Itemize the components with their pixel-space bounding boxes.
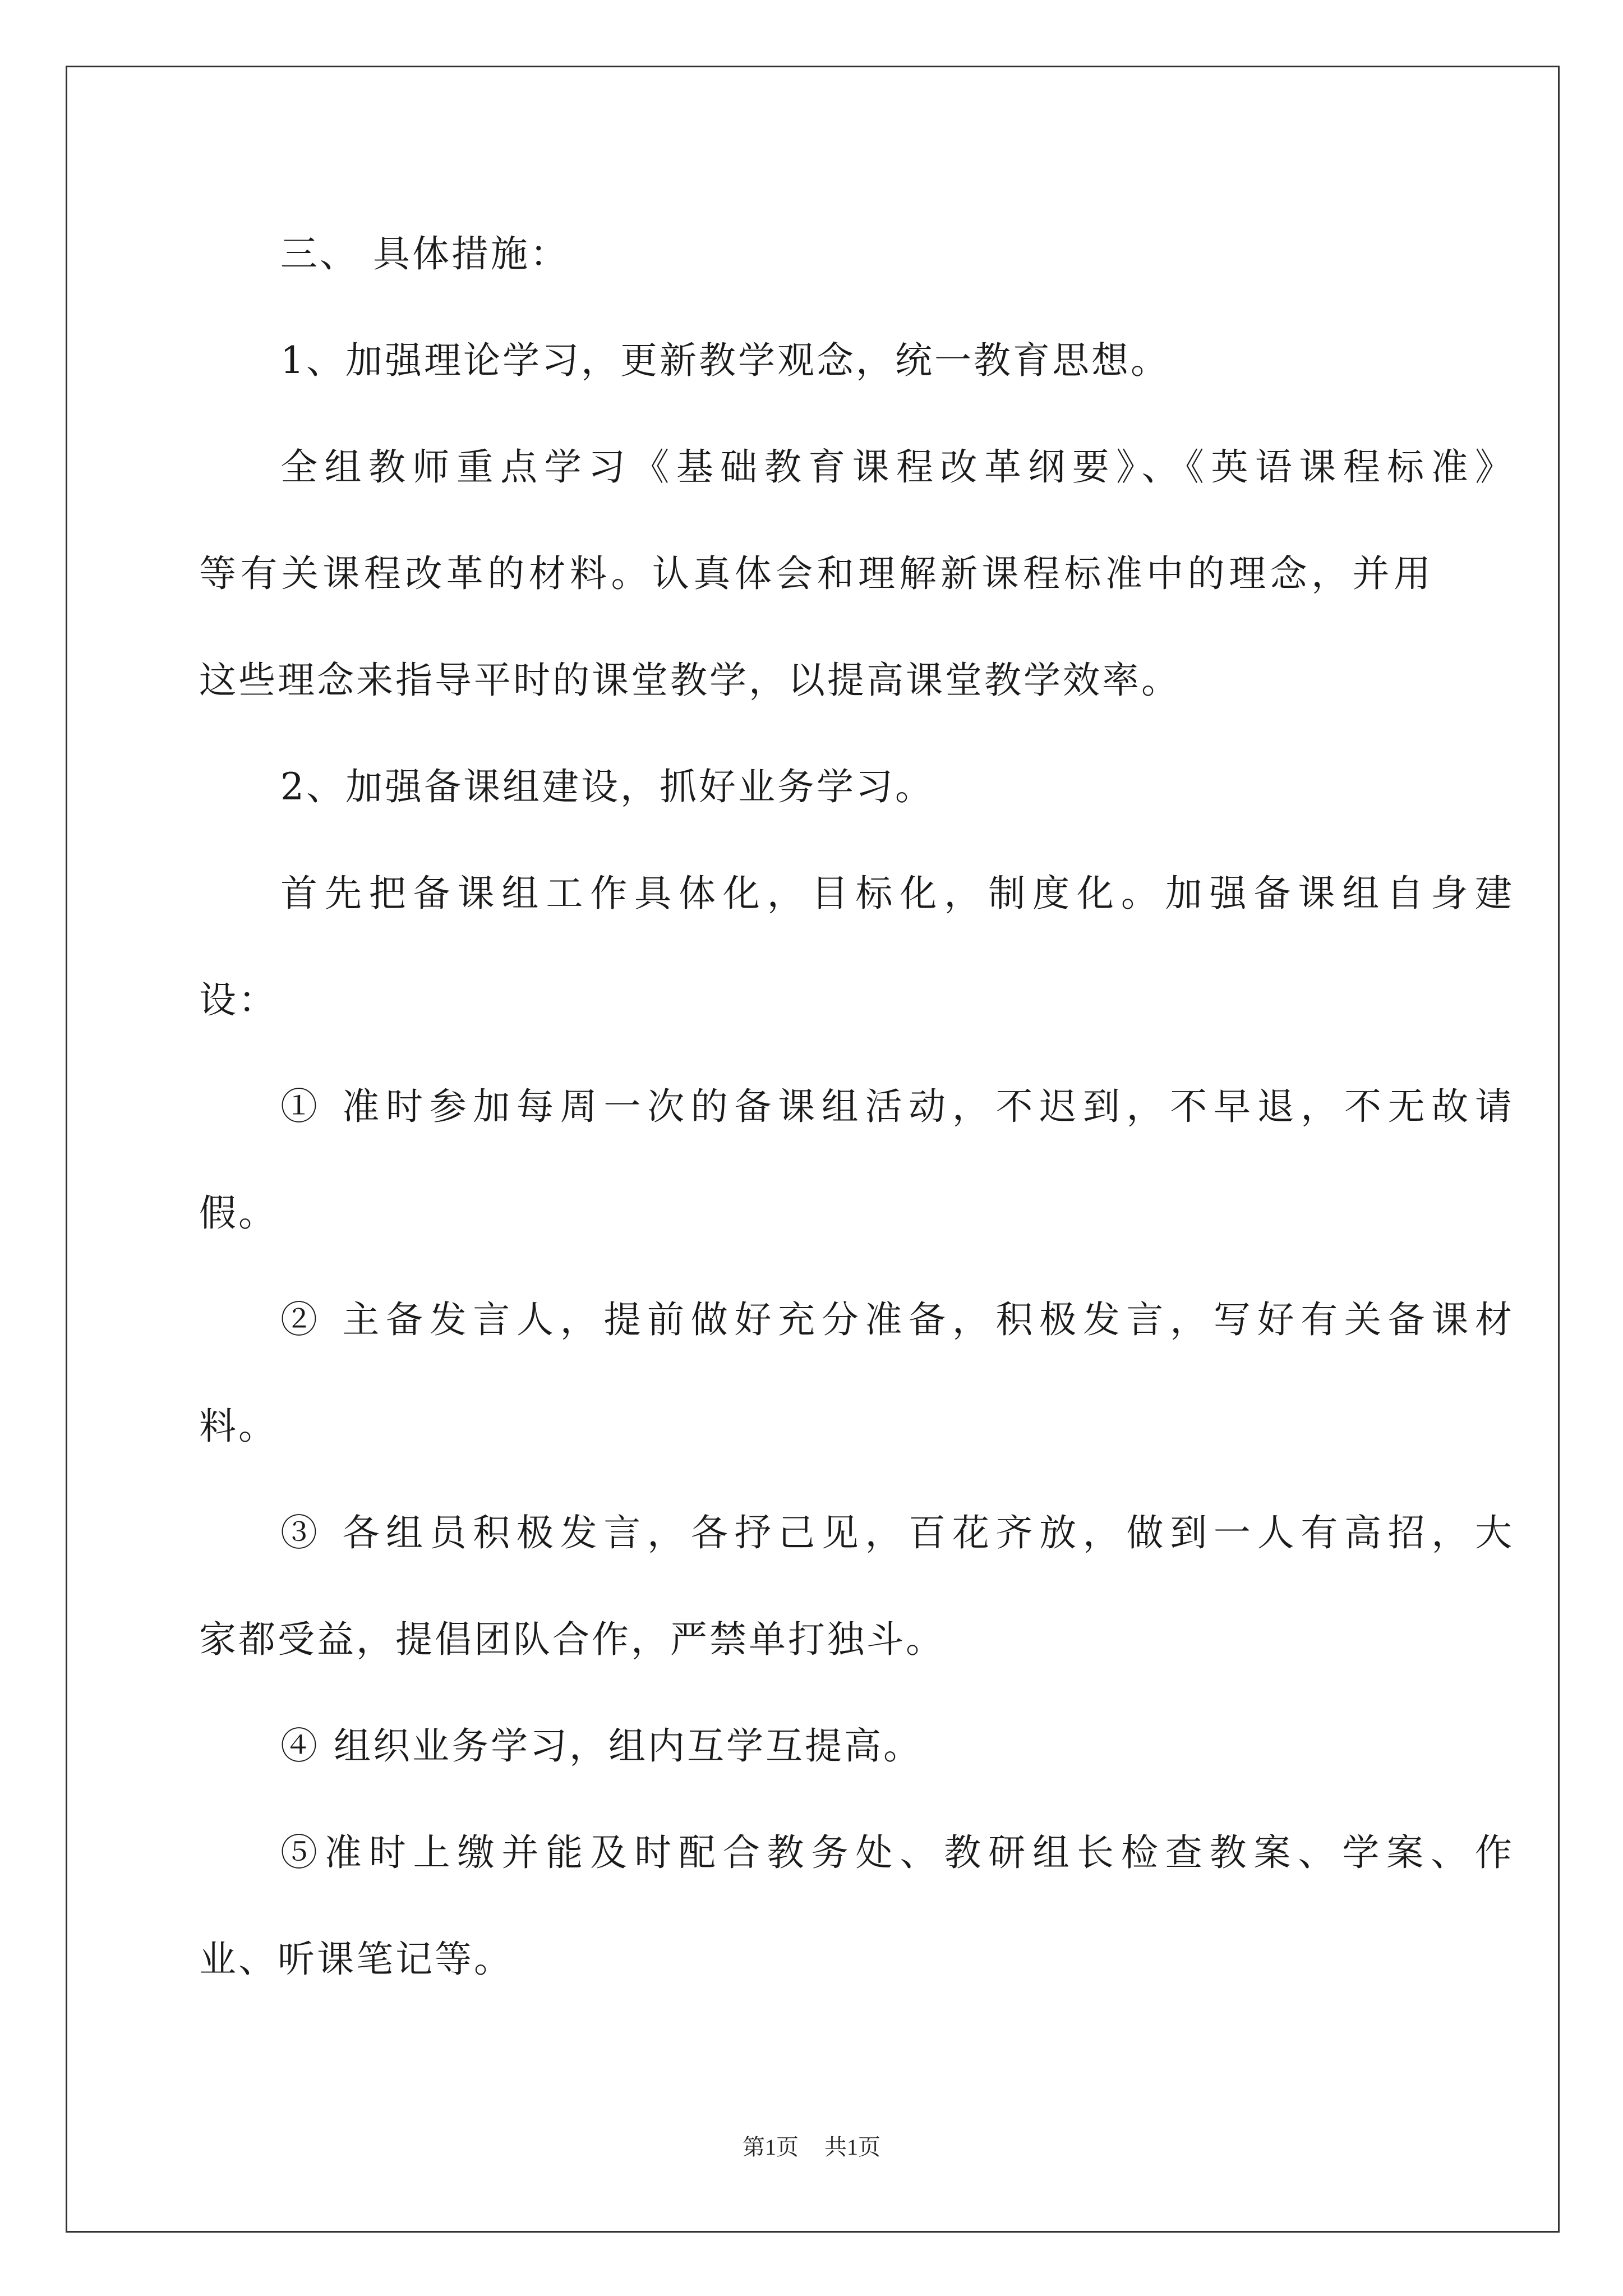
list-item-3-continued: 家都受益，提倡团队合作，严禁单打独斗。 [199,1618,945,1661]
paragraph-line: 设： [199,978,278,1022]
list-item-1: ① 准时参加每周一次的备课组活动，不迟到，不早退，不无故请 [280,1085,1514,1128]
item-heading-2: 2、加强备课组建设，抓好业务学习。 [280,765,934,808]
page-footer [0,2136,1623,2159]
paragraph-line: 全组教师重点学习《基础教育课程改革纲要》、《英语课程标准》 [280,445,1514,489]
list-item-5: ⑤准时上缴并能及时配合教务处、教研组长检查教案、学案、作 [280,1831,1514,1874]
list-item-3: ③ 各组员积极发言，各抒己见，百花齐放，做到一人有高招，大 [280,1511,1514,1554]
paragraph-line: 等有关课程改革的材料。认真体会和理解新课程标准中的理念，并用 [199,552,1433,595]
list-item-2-continued: 料。 [199,1405,278,1448]
list-item-4: ④ 组织业务学习，组内互学互提高。 [280,1724,923,1768]
page-number: 第1页 [743,2134,799,2160]
paragraph-line: 首先把备课组工作具体化，目标化，制度化。加强备课组自身建 [280,872,1514,915]
section-heading: 三、 具体措施： [280,232,569,275]
page-border [66,66,1560,2233]
item-heading-1: 1、加强理论学习，更新教学观念，统一教育思想。 [280,339,1170,382]
page-total: 共1页 [824,2134,880,2160]
paragraph-line: 这些理念来指导平时的课堂教学，以提高课堂教学效率。 [199,659,1181,702]
list-item-1-continued: 假。 [199,1191,278,1235]
list-item-5-continued: 业、听课笔记等。 [199,1938,513,1981]
list-item-2: ② 主备发言人，提前做好充分准备，积极发言，写好有关备课材 [280,1298,1514,1341]
